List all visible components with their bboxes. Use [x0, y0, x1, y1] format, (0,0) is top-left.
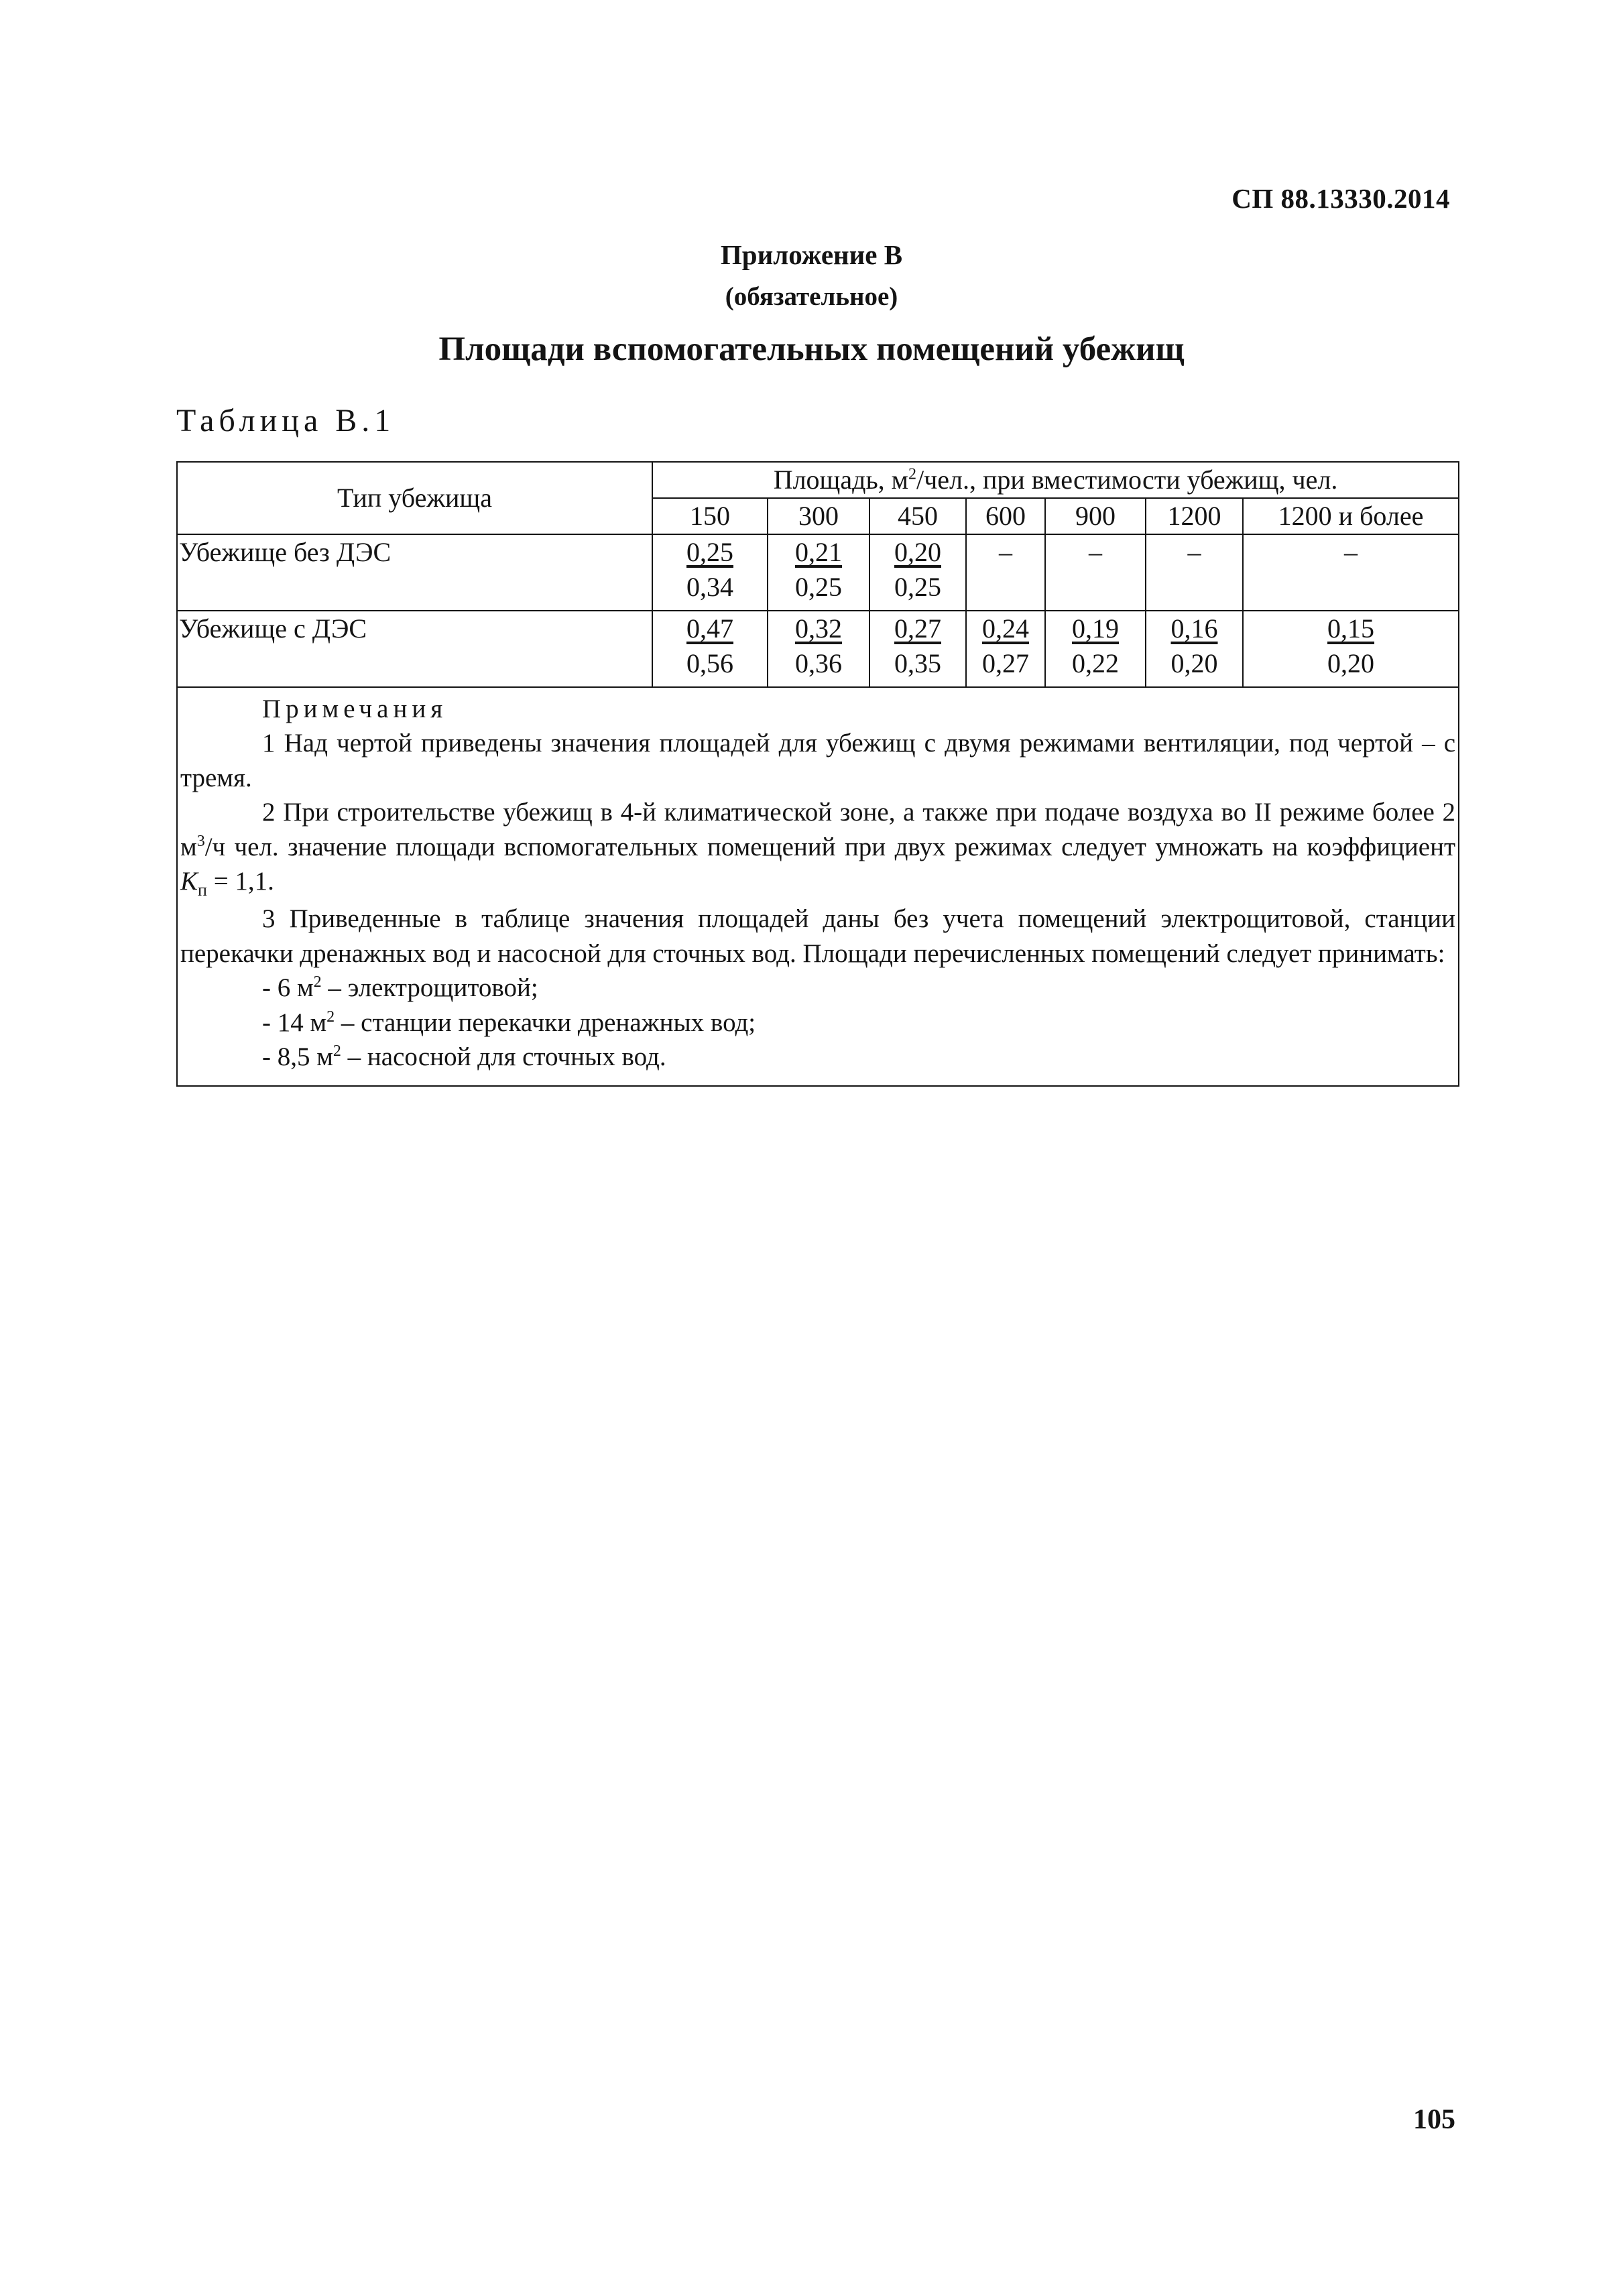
area-value-cell: [652, 611, 768, 687]
shelter-type-label: Убежище с ДЭС: [177, 611, 652, 687]
value-three-modes: 0,36: [795, 648, 842, 678]
section-title: Площади вспомогательных помещений убежищ: [438, 330, 1185, 368]
area-value-cell: [966, 534, 1045, 611]
value-two-modes: 0,19: [1072, 613, 1119, 644]
list-item-amount: - 14 м: [262, 1008, 327, 1037]
dash-value: –: [1187, 537, 1201, 567]
note-2: [180, 795, 1455, 902]
capacity-header: 900: [1045, 498, 1146, 534]
document-code: СП 88.13330.2014: [1231, 183, 1450, 214]
value-two-modes: 0,27: [894, 613, 941, 644]
value-three-modes: 0,34: [686, 572, 733, 602]
list-item-sup: 2: [326, 1008, 335, 1026]
capacity-header: 1200: [1146, 498, 1243, 534]
notes-row: [177, 687, 1459, 1086]
capacity-header: 150: [652, 498, 768, 534]
capacity-header: 600: [966, 498, 1045, 534]
page-number: 105: [1413, 2104, 1455, 2135]
value-three-modes: 0,25: [795, 572, 842, 602]
area-value-cell: [1243, 611, 1459, 687]
value-three-modes: 0,20: [1327, 648, 1375, 678]
column-header-area: [652, 462, 1459, 498]
value-three-modes: 0,25: [894, 572, 941, 602]
area-value-cell: [1146, 534, 1243, 611]
list-item-amount: - 8,5 м: [262, 1042, 333, 1072]
value-three-modes: 0,22: [1072, 648, 1119, 678]
value-three-modes: 0,20: [1170, 648, 1218, 678]
capacity-header: 300: [768, 498, 869, 534]
area-value-cell: [1243, 534, 1459, 611]
area-value-cell: [869, 534, 966, 611]
value-two-modes: 0,25: [686, 537, 733, 567]
table-row: [177, 611, 1459, 687]
area-value-cell: [869, 611, 966, 687]
area-value-cell: [1045, 611, 1146, 687]
note-list-item: [262, 971, 1455, 1005]
shelter-area-table: [176, 461, 1459, 1087]
dash-value: –: [1344, 537, 1358, 567]
note-3-list: [180, 971, 1455, 1074]
value-two-modes: 0,21: [795, 537, 842, 567]
area-value-cell: [966, 611, 1045, 687]
value-three-modes: 0,56: [686, 648, 733, 678]
value-two-modes: 0,32: [795, 613, 842, 644]
table-row: [177, 534, 1459, 611]
note-list-item: [262, 1040, 1455, 1074]
note-list-item: [262, 1006, 1455, 1040]
capacity-header: 1200 и более: [1243, 498, 1459, 534]
area-value-cell: [768, 611, 869, 687]
notes-heading: Примечания: [262, 694, 448, 723]
list-item-room: – насосной для сточных вод.: [341, 1042, 666, 1072]
capacity-header: 450: [869, 498, 966, 534]
value-two-modes: 0,20: [894, 537, 941, 567]
area-value-cell: [768, 534, 869, 611]
dash-value: –: [1089, 537, 1102, 567]
note-2-part-c: = 1,1.: [206, 867, 274, 896]
area-header-prefix: Площадь, м: [773, 465, 908, 495]
list-item-room: – станции перекачки дренажных вод;: [335, 1008, 756, 1037]
list-item-amount: - 6 м: [262, 973, 314, 1003]
coefficient-letter: K: [180, 867, 198, 896]
note-3: 3 Приведенные в таблице значения площадей даны без учета помещений электрощитовой, станции перекачки дренажных вод и насосной для сточных вод. Площади перечисленных помещений следует принимать:: [180, 904, 1456, 968]
value-two-modes: 0,16: [1170, 613, 1218, 644]
value-two-modes: 0,15: [1327, 613, 1375, 644]
table-body: [177, 534, 1459, 687]
shelter-type-label: Убежище без ДЭС: [177, 534, 652, 611]
area-value-cell: [652, 534, 768, 611]
table-header-row: [177, 462, 1459, 498]
area-value-cell: [1146, 611, 1243, 687]
note-2-part-a: 2 При строительстве убежищ в 4-й климатической зоне, а также при подаче воздуха во II режиме более 2 м: [180, 798, 1456, 861]
note-1: 1 Над чертой приведены значения площадей для убежищ с двумя режимами вентиляции, под чертой – с тремя.: [180, 729, 1456, 792]
area-header-suffix: /чел., при вместимости убежищ, чел.: [916, 465, 1338, 495]
value-three-modes: 0,27: [982, 648, 1029, 678]
value-two-modes: 0,47: [686, 613, 733, 644]
annex-status: (обязательное): [725, 282, 898, 311]
list-item-sup: 2: [333, 1042, 341, 1061]
column-header-shelter-type: Тип убежища: [177, 462, 652, 534]
value-three-modes: 0,35: [894, 648, 941, 678]
list-item-room: – электрощитовой;: [321, 973, 538, 1003]
area-value-cell: [1045, 534, 1146, 611]
table-caption: Таблица В.1: [176, 403, 396, 438]
area-header-sup: 2: [908, 465, 916, 483]
dash-value: –: [999, 537, 1012, 567]
coefficient-symbol: [180, 867, 207, 900]
note-2-sup: 3: [196, 832, 205, 850]
coefficient-subscript: п: [198, 880, 207, 900]
value-two-modes: 0,24: [982, 613, 1029, 644]
list-item-sup: 2: [313, 973, 322, 991]
note-2-part-b: /ч чел. значение площади вспомогательных помещений при двух режимах следует умножать на коэффициент: [204, 832, 1456, 861]
annex-title: Приложение В: [720, 239, 903, 270]
notes-cell: [177, 687, 1459, 1086]
